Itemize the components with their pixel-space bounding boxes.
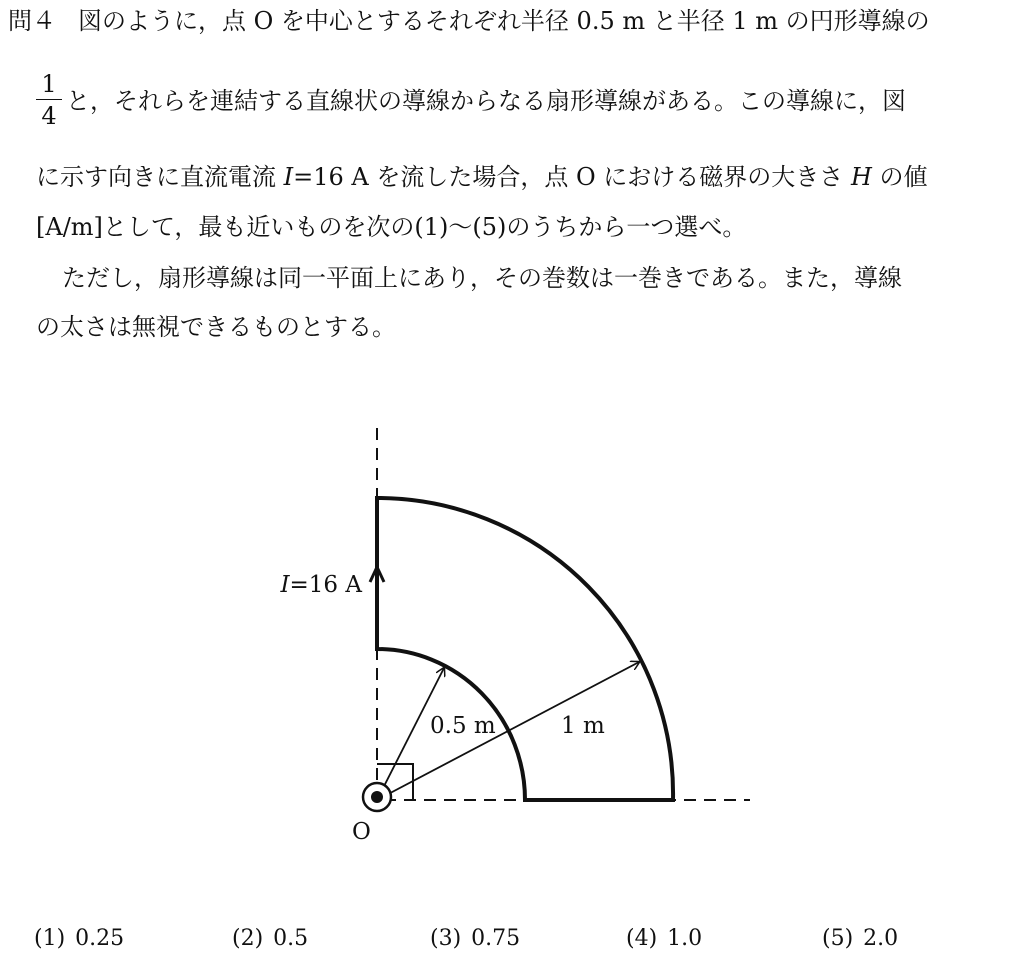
option-3[interactable] [430, 926, 520, 951]
current-label: I=16 A [280, 572, 362, 598]
option-number: (1) [34, 926, 66, 951]
sector-conductor [377, 498, 673, 800]
option-number: (4) [626, 926, 658, 951]
question-line-4: [A/m]として，最も近いものを次の(1)～(5)のうちから一つ選べ。 [36, 213, 747, 241]
question-text-3a: に示す向きに直流電流 [36, 163, 284, 191]
current-variable: I [283, 163, 294, 191]
question-text-3b: =16 A を流した場合，点 O における磁界の大きさ [293, 163, 851, 191]
option-value: 0.25 [75, 926, 125, 951]
fraction-denominator: 4 [41, 102, 57, 130]
field-variable: H [850, 163, 872, 191]
option-value: 2.0 [863, 926, 899, 951]
question-line-2: と，それらを連結する直線状の導線からなる扇形導線がある。この導線に，図 [66, 87, 906, 115]
option-number: (2) [232, 926, 264, 951]
question-text-3c: の値 [871, 163, 928, 191]
radius-small-label: 0.5 m [430, 713, 496, 739]
question-line-6: の太さは無視できるものとする。 [36, 313, 396, 341]
point-o-dot [371, 791, 383, 803]
option-number: (3) [430, 926, 462, 951]
option-4[interactable] [626, 926, 702, 951]
option-value: 1.0 [667, 926, 703, 951]
option-value: 0.75 [471, 926, 521, 951]
option-value: 0.5 [273, 926, 309, 951]
question-label: 問４ [8, 7, 56, 35]
option-number: (5) [822, 926, 854, 951]
option-5[interactable] [822, 926, 898, 951]
radius-large-label: 1 m [561, 713, 605, 739]
question-line-5: ただし，扇形導線は同一平面上にあり，その巻数は一巻きである。また，導線 [62, 264, 902, 292]
question-text-1: 図のように，点 O を中心とするそれぞれ半径 0.5 m と半径 1 m の円形導線の [78, 7, 930, 35]
fraction-numerator: 1 [41, 70, 57, 98]
option-1[interactable] [34, 926, 124, 951]
origin-label: O [352, 819, 371, 845]
option-2[interactable] [232, 926, 308, 951]
